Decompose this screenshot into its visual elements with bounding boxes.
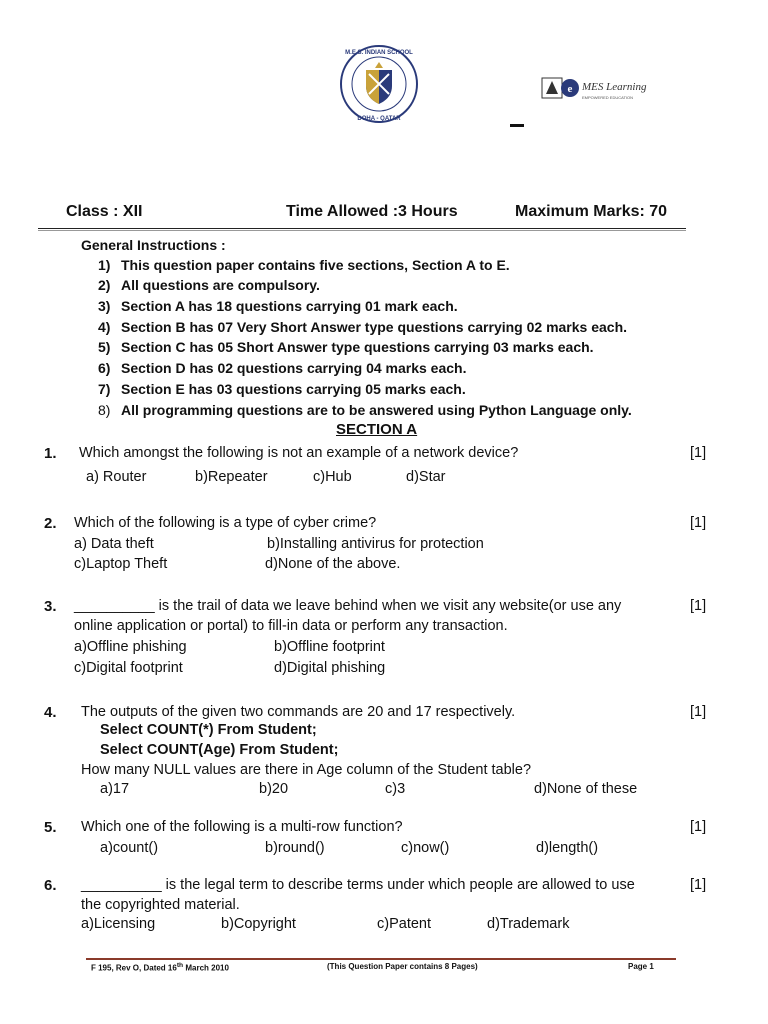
option-d: d)Star [406, 469, 446, 485]
option-c: c)Digital footprint [74, 660, 183, 676]
option-a: a) Data theft [74, 536, 154, 552]
svg-text:e: e [567, 83, 573, 95]
option-c: c)now() [401, 840, 450, 856]
question-number: 4. [44, 704, 57, 721]
option-b: b)round() [265, 840, 325, 856]
footer-ref-prefix: F 195, Rev O, Dated 16 [91, 963, 177, 973]
instruction-text: Section A has 18 questions carrying 01 mark each. [121, 298, 458, 314]
instruction-number: 4) [98, 319, 111, 335]
option-c: c)Patent [377, 916, 431, 932]
instruction-item [98, 339, 594, 355]
title-dash [510, 124, 524, 127]
question-number: 6. [44, 877, 57, 894]
school-logo [339, 44, 419, 124]
question-text: Which of the following is a type of cyber crime? [74, 515, 377, 531]
school-logo-top-text: M.E.S. INDIAN SCHOOL [345, 50, 413, 56]
section-a-title: SECTION A [336, 421, 418, 438]
question-marks: [1] [690, 515, 707, 531]
header-rule-shadow [38, 230, 686, 231]
question-marks: [1] [690, 877, 707, 893]
option-c: c)Laptop Theft [74, 556, 168, 572]
footer-ref-suffix: March 2010 [183, 963, 229, 973]
option-a: a)Licensing [81, 916, 156, 932]
footer-document-ref [91, 962, 229, 973]
time-allowed-label: Time Allowed :3 Hours [286, 203, 458, 220]
option-a: a)17 [100, 781, 130, 797]
question-number: 3. [44, 598, 57, 615]
option-a: a)Offline phishing [74, 639, 187, 655]
question-text: The outputs of the given two commands are 20 and 17 respectively. [81, 704, 516, 720]
question-text: Which amongst the following is not an example of a network device? [79, 445, 519, 461]
option-d: d)None of these [534, 781, 638, 797]
option-b: b)Repeater [195, 469, 268, 485]
option-b: b)Copyright [221, 916, 296, 932]
emes-learning-logo [540, 72, 662, 104]
question-text: __________ is the trail of data we leave behind when we visit any website(or use any [74, 598, 622, 614]
instruction-item [98, 257, 510, 273]
question-number: 2. [44, 515, 57, 532]
instruction-number: 7) [98, 381, 111, 397]
instruction-item [98, 319, 627, 335]
question-marks: [1] [690, 704, 707, 720]
instruction-text: This question paper contains five sections, Section A to E. [121, 257, 510, 273]
instruction-number: 3) [98, 298, 111, 314]
emes-logo-tagline: EMPOWERED EDUCATION [582, 95, 634, 100]
instruction-item [98, 298, 458, 314]
option-a: a) Router [86, 469, 147, 485]
instruction-text: Section C has 05 Short Answer type questions carrying 03 marks each. [121, 339, 594, 355]
instruction-text: Section E has 03 questions carrying 05 marks each. [121, 381, 466, 397]
option-a: a)count() [100, 840, 159, 856]
emes-logo-text: MES Learning [582, 81, 647, 93]
sql-command: Select COUNT(Age) From Student; [100, 742, 339, 758]
question-text: Which one of the following is a multi-row function? [81, 819, 403, 835]
class-label: Class : XII [66, 203, 143, 220]
general-instructions-title: General Instructions : [81, 237, 226, 253]
footer-page-number: Page 1 [628, 962, 654, 971]
instruction-item [98, 360, 466, 376]
option-d: d)Trademark [487, 916, 570, 932]
option-c: c)Hub [313, 469, 352, 485]
instruction-text: All questions are compulsory. [121, 277, 320, 293]
instruction-item [98, 381, 466, 397]
question-number: 5. [44, 819, 57, 836]
option-b: b)Installing antivirus for protection [267, 536, 484, 552]
question-number: 1. [44, 445, 57, 462]
option-d: d)Digital phishing [274, 660, 386, 676]
instruction-number: 6) [98, 360, 111, 376]
question-text-continued: online application or portal) to fill-in data or perform any transaction. [74, 618, 508, 634]
question-text-continued: the copyrighted material. [81, 897, 240, 913]
question-text-continued: How many NULL values are there in Age column of the Student table? [81, 762, 532, 778]
question-marks: [1] [690, 819, 707, 835]
option-b: b)20 [259, 781, 289, 797]
footer-ref-sup: th [176, 962, 184, 969]
footer-rule [86, 958, 676, 960]
school-logo-bottom-text: DOHA - QATAR [357, 116, 401, 122]
sql-command: Select COUNT(*) From Student; [100, 722, 317, 738]
instruction-text: Section B has 07 Very Short Answer type questions carrying 02 marks each. [121, 319, 628, 335]
option-b: b)Offline footprint [274, 639, 385, 655]
instruction-number: 5) [98, 339, 111, 355]
footer-page-count: (This Question Paper contains 8 Pages) [327, 962, 478, 971]
instruction-number: 8) [98, 402, 111, 418]
instruction-number: 1) [98, 257, 111, 273]
instruction-text: Section D has 02 questions carrying 04 marks each. [121, 360, 467, 376]
option-c: c)3 [385, 781, 406, 797]
question-marks: [1] [690, 598, 707, 614]
maximum-marks-label: Maximum Marks: 70 [515, 203, 668, 220]
instruction-text: All programming questions are to be answered using Python Language only. [121, 402, 632, 418]
option-d: d)None of the above. [265, 556, 401, 572]
question-text: __________ is the legal term to describe terms under which people are allowed to use [81, 877, 635, 893]
instruction-item [98, 402, 632, 418]
instruction-number: 2) [98, 277, 111, 293]
option-d: d)length() [536, 840, 599, 856]
instruction-item [98, 277, 320, 293]
header-rule [38, 228, 686, 229]
question-marks: [1] [690, 445, 707, 461]
